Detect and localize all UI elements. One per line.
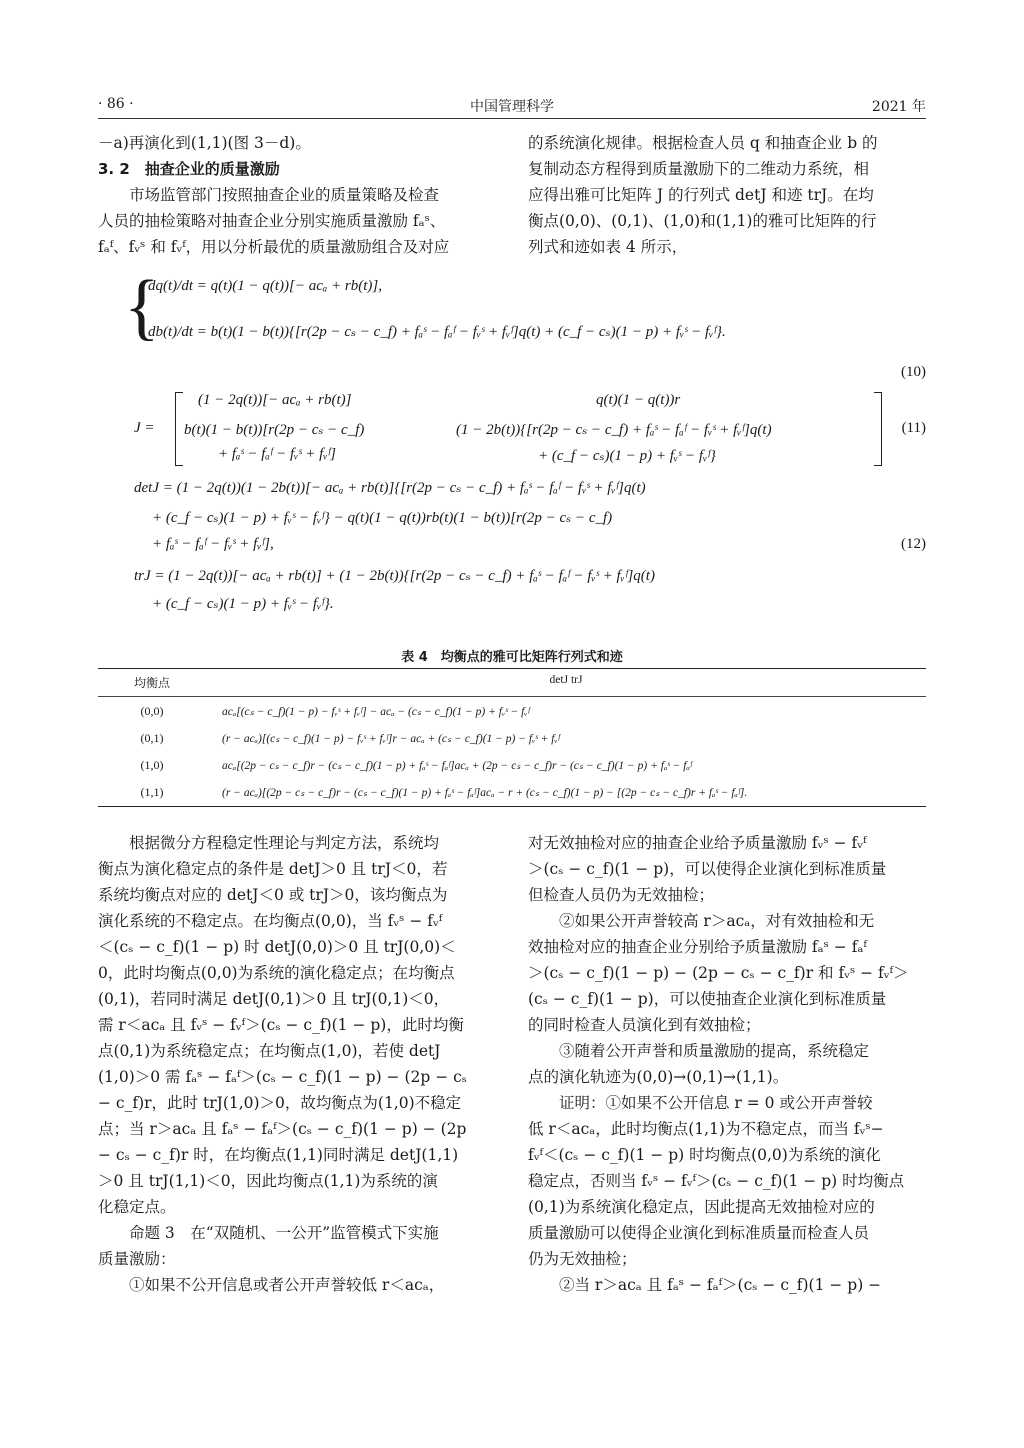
table-bottom-rule [98, 806, 926, 807]
text-line: 稳定点，否则当 fᵥˢ − fᵥᶠ＞(cₛ − c_f)(1 − p) 时均衡点 [528, 1172, 905, 1190]
table-cell-expr: (r − acₐ)[(2p − cₛ − c_f)r − (cₛ − c_f)(1 − p) + fₐˢ − fₐᶠ]acₐ − r + (cₛ − c_f)(1 − p) − [(2p − cₛ − c_f)r + fₐˢ − fₐᶠ]. [222, 787, 748, 799]
left-column-bottom [98, 830, 496, 1298]
matrix-left-bracket [175, 392, 183, 466]
text-line: fₐᶠ、fᵥˢ 和 fᵥᶠ，用以分析最优的质量激励组合及对应 [98, 238, 450, 256]
text-line: 证明：①如果不公开信息 r = 0 或公开声誉较 [528, 1094, 873, 1112]
text-line: ③随着公开声誉和质量激励的提高，系统稳定 [528, 1042, 870, 1060]
table-cell-point: (0,1) [140, 731, 164, 745]
left-brace: { [124, 266, 160, 348]
matrix-cell-1-2: q(t)(1 − q(t))r [596, 392, 681, 408]
text-line: 质量激励可以使得企业演化到标准质量而检查人员 [528, 1224, 870, 1242]
table-cell-expr: (r − acₐ)[(cₛ − c_f)(1 − p) − fᵥˢ + fᵥᶠ]r − acₐ + (cₛ − c_f)(1 − p) − fᵥˢ + fᵥᶠ [222, 733, 560, 745]
text-line: －a)再演化到(1,1)(图 3－d)。 [98, 134, 311, 152]
text-line: 根据微分方程稳定性理论与判定方法，系统均 [98, 834, 440, 852]
text-line: fᵥᶠ＜(cₛ − c_f)(1 − p) 时均衡点(0,0)为系统的演化 [528, 1146, 881, 1164]
text-line: − cₛ − c_f)r 时，在均衡点(1,1)同时满足 detJ(1,1) [98, 1146, 459, 1164]
table-cell-expr: acₐ[(2p − cₛ − c_f)r − (cₛ − c_f)(1 − p) + fₐˢ − fₐᶠ]acₐ + (2p − cₛ − c_f)r − (cₛ − c_f)(1 − p) + fₐˢ − fₐᶠ [222, 760, 692, 772]
equation-12-line-1: detJ = (1 − 2q(t))(1 − 2b(t))[− acₐ + rb(t)]{[r(2p − cₛ − c_f) + fₐˢ − fₐᶠ − fᵥˢ + fᵥᶠ]q(t) [134, 480, 646, 496]
text-line: 对无效抽检对应的抽查企业给予质量激励 fᵥˢ − fᵥᶠ [528, 834, 867, 852]
text-line: 化稳定点。 [98, 1198, 176, 1216]
text-line: 命题 3 在“双随机、一公开”监管模式下实施 [98, 1224, 439, 1242]
text-line: 点；当 r＞acₐ 且 fₐˢ − fₐᶠ＞(cₛ − c_f)(1 − p) − (2p [98, 1120, 467, 1138]
equation-10-line-2: db(t)/dt = b(t)(1 − b(t)){[r(2p − cₛ − c_f) + fₐˢ − fₐᶠ − fᵥˢ + fᵥᶠ]q(t) + (c_f − cₛ)(1 − p) + fᵥˢ − fᵥᶠ}. [148, 324, 726, 340]
table-cell-point: (1,0) [140, 758, 164, 772]
matrix-cell-2-2: (1 − 2b(t)){[r(2p − cₛ − c_f) + fₐˢ − fₐᶠ − fᵥˢ + fᵥᶠ]q(t) [456, 422, 772, 438]
text-line: ②如果公开声誉较高 r＞acₐ，对有效抽检和无 [528, 912, 875, 930]
text-line: 演化系统的不稳定点。在均衡点(0,0)，当 fᵥˢ − fᵥᶠ [98, 912, 443, 930]
equation-12-line-2: + (c_f − cₛ)(1 − p) + fᵥˢ − fᵥᶠ} − q(t)(1 − q(t))rb(t)(1 − b(t))[r(2p − cₛ − c_f) [152, 510, 613, 526]
text-line: ＞0 且 trJ(1,1)＜0，因此均衡点(1,1)为系统的演 [98, 1172, 438, 1190]
table-cell-point: (0,0) [140, 704, 164, 718]
matrix-cell-2-1-cont: + fₐˢ − fₐᶠ − fᵥˢ + fᵥᶠ] [218, 446, 336, 462]
section-heading: 3. 2 抽查企业的质量激励 [98, 160, 280, 178]
text-line: (1,0)＞0 需 fₐˢ − fₐᶠ＞(cₛ − c_f)(1 − p) − (2p − cₛ [98, 1068, 468, 1086]
left-column-top [98, 130, 496, 260]
table-header-rule [98, 696, 926, 697]
equation-number: (11) [901, 420, 926, 436]
text-line: 衡点(0,0)、(0,1)、(1,0)和(1,1)的雅可比矩阵的行 [528, 212, 877, 230]
text-line: (0,1)为系统演化稳定点，因此提高无效抽检对应的 [528, 1198, 875, 1216]
text-line: ②当 r＞acₐ 且 fₐˢ − fₐᶠ＞(cₛ − c_f)(1 − p) − [528, 1276, 882, 1294]
year: 2021 年 [871, 99, 926, 115]
equation-10-line-1: dq(t)/dt = q(t)(1 − q(t))[− acₐ + rb(t)], [148, 278, 383, 294]
text-line: − c_f)r，此时 trJ(1,0)＞0，故均衡点为(1,0)不稳定 [98, 1094, 462, 1112]
matrix-right-bracket [874, 392, 882, 466]
text-line: 的同时检查人员演化到有效抽检； [528, 1016, 761, 1034]
text-line: 复制动态方程得到质量激励下的二维动力系统，相 [528, 160, 870, 178]
journal-name: 中国管理科学 [470, 99, 554, 115]
header-rule [98, 118, 926, 119]
table-header-point: 均衡点 [133, 676, 170, 690]
text-line: (0,1)，若同时满足 detJ(0,1)＞0 且 trJ(0,1)＜0， [98, 990, 450, 1008]
table-top-rule [98, 668, 926, 669]
matrix-cell-1-1: (1 − 2q(t))[− acₐ + rb(t)] [198, 392, 352, 408]
table-header-expr: detJ trJ [549, 674, 583, 686]
table-cell-expr: acₐ[(cₛ − c_f)(1 − p) − fᵥˢ + fᵥᶠ] − acₐ − (cₛ − c_f)(1 − p) + fᵥˢ − fᵥᶠ [222, 706, 530, 718]
matrix-cell-2-2-cont: + (c_f − cₛ)(1 − p) + fᵥˢ − fᵥᶠ} [538, 448, 716, 464]
text-line: (cₛ − c_f)(1 − p)，可以使抽查企业演化到标准质量 [528, 990, 887, 1008]
text-line: 0，此时均衡点(0,0)为系统的演化稳定点；在均衡点 [98, 964, 455, 982]
text-line: 的系统演化规律。根据检查人员 q 和抽查企业 b 的 [528, 134, 878, 152]
text-line: 低 r＜acₐ，此时均衡点(1,1)为不稳定点，而当 fᵥˢ− [528, 1120, 884, 1138]
text-line: 列式和迹如表 4 所示， [528, 238, 688, 256]
text-line: ①如果不公开信息或者公开声誉较低 r＜acₐ， [98, 1276, 445, 1294]
text-line: 效抽检对应的抽查企业分别给予质量激励 fₐˢ − fₐᶠ [528, 938, 867, 956]
text-line: 系统均衡点对应的 detJ＜0 或 trJ＞0，该均衡点为 [98, 886, 448, 904]
equation-number: (12) [901, 536, 926, 552]
right-column-bottom [528, 830, 926, 1298]
text-line: 但检查人员仍为无效抽检； [528, 886, 715, 904]
equation-12-line-3: + fₐˢ − fₐᶠ − fᵥˢ + fᵥᶠ], [152, 536, 274, 552]
text-line: ＞(cₛ − c_f)(1 − p)，可以使得企业演化到标准质量 [528, 860, 887, 878]
matrix-lhs: J = [134, 420, 155, 436]
equation-12-line-5: + (c_f − cₛ)(1 − p) + fᵥˢ − fᵥᶠ}. [152, 596, 334, 612]
equation-12-line-4: trJ = (1 − 2q(t))[− acₐ + rb(t)] + (1 − 2b(t)){[r(2p − cₛ − c_f) + fₐˢ − fₐᶠ − fᵥˢ + fᵥᶠ]q(t) [134, 568, 655, 584]
text-line: ＜(cₛ − c_f)(1 − p) 时 detJ(0,0)＞0 且 trJ(0,0)＜ [98, 938, 456, 956]
right-column-top [528, 130, 926, 260]
page-number: · 86 · [98, 96, 134, 112]
text-line: 仍为无效抽检； [528, 1250, 637, 1268]
text-line: 人员的抽检策略对抽查企业分别实施质量激励 fₐˢ、 [98, 212, 446, 230]
text-line: 应得出雅可比矩阵 J 的行列式 detJ 和迹 trJ。在均 [528, 186, 874, 204]
text-line: ＞(cₛ − c_f)(1 − p) − (2p − cₛ − c_f)r 和 fᵥˢ − fᵥᶠ＞ [528, 964, 909, 982]
text-line: 质量激励： [98, 1250, 176, 1268]
table-caption: 表 4 均衡点的雅可比矩阵行列式和迹 [401, 650, 623, 665]
table-cell-point: (1,1) [140, 785, 164, 799]
matrix-cell-2-1: b(t)(1 − b(t))[r(2p − cₛ − c_f) [184, 422, 365, 438]
text-line: 市场监管部门按照抽查企业的质量策略及检查 [129, 186, 440, 204]
text-line: 需 r＜acₐ 且 fᵥˢ − fᵥᶠ＞(cₛ − c_f)(1 − p)，此时均衡 [98, 1016, 464, 1034]
text-line: 点(0,1)为系统稳定点；在均衡点(1,0)，若使 detJ [98, 1042, 441, 1060]
text-line: 点的演化轨迹为(0,0)→(0,1)→(1,1)。 [528, 1068, 789, 1086]
text-line: 衡点为演化稳定点的条件是 detJ＞0 且 trJ＜0，若 [98, 860, 448, 878]
equation-number: (10) [901, 364, 926, 380]
